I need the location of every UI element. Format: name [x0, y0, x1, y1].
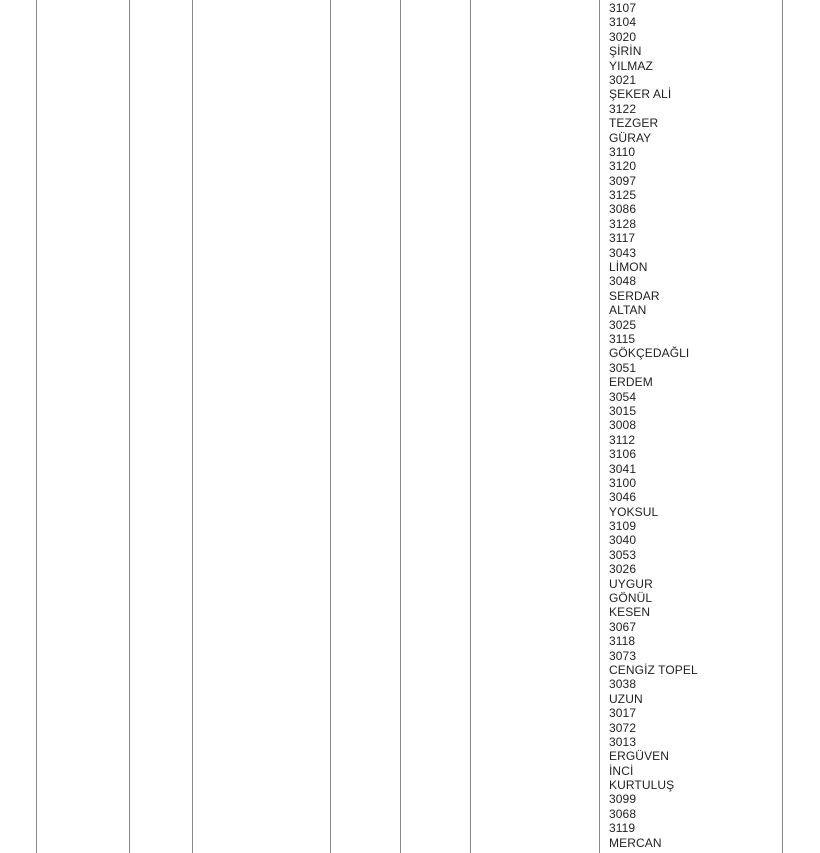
list-item: 3051 — [609, 360, 637, 375]
list-item: 3119 — [609, 821, 636, 836]
list-item: 3110 — [609, 144, 636, 159]
table-cell-col-4 — [331, 0, 400, 853]
list-item: 3017 — [609, 706, 637, 721]
list-item: 3021 — [609, 72, 637, 87]
column-divider — [400, 0, 401, 853]
list-item: 3100 — [609, 475, 637, 490]
list-item: MERCAN — [609, 835, 662, 850]
list-item: 3086 — [609, 202, 637, 217]
list-item: GÖNÜL — [609, 591, 653, 606]
list-item: 3048 — [609, 274, 637, 289]
table-cell-col-1 — [37, 0, 129, 853]
list-item: 3046 — [609, 490, 637, 505]
list-item: CENGİZ TOPEL — [609, 662, 698, 677]
list-item: 3067 — [609, 619, 637, 634]
list-item: 3068 — [609, 806, 637, 821]
list-item: YILMAZ — [609, 58, 653, 73]
list-item: 3107 — [609, 1, 637, 15]
list-item: ALTAN — [609, 303, 647, 318]
list-item: 3106 — [609, 447, 637, 462]
list-item: 3043 — [609, 245, 637, 260]
list-item: UZUN — [609, 691, 643, 706]
list-item: 3025 — [609, 317, 637, 332]
list-item: 3099 — [609, 792, 637, 807]
list-item: 3073 — [609, 648, 637, 663]
list-item: 3053 — [609, 547, 637, 562]
list-item: ERDEM — [609, 375, 653, 390]
list-item: TEZGER — [609, 116, 659, 131]
column-divider — [470, 0, 471, 853]
list-item: 3120 — [609, 159, 637, 174]
list-item: ŞİRİN — [609, 44, 642, 59]
list-item: 3020 — [609, 29, 637, 44]
list-item: 3038 — [609, 677, 637, 692]
list-item: 3117 — [609, 231, 636, 246]
list-item: SERDAR — [609, 288, 660, 303]
table-cell-col-5 — [401, 0, 470, 853]
entries-list — [609, 1, 698, 850]
list-item: 3015 — [609, 403, 637, 418]
list-item: 3072 — [609, 720, 637, 735]
list-item: ŞEKER ALİ — [609, 87, 672, 102]
column-divider — [192, 0, 193, 853]
list-item: 3122 — [609, 101, 637, 116]
column-divider — [330, 0, 331, 853]
list-item: 3125 — [609, 188, 637, 203]
list-item: 3097 — [609, 173, 637, 188]
list-item: 3112 — [609, 432, 636, 447]
list-item: KESEN — [609, 605, 651, 620]
list-item: LİMON — [609, 260, 648, 275]
list-item: İNCİ — [609, 763, 634, 778]
list-item: 3008 — [609, 418, 637, 433]
list-item: 3041 — [609, 461, 637, 476]
column-divider — [599, 0, 600, 853]
list-item: 3040 — [609, 533, 637, 548]
list-item: 3054 — [609, 389, 637, 404]
list-item: 3115 — [609, 331, 636, 346]
table-cell-col-2 — [130, 0, 192, 853]
list-item: 3109 — [609, 519, 637, 534]
list-item: GÜRAY — [609, 130, 652, 145]
list-item: 3026 — [609, 562, 637, 577]
list-item: 3128 — [609, 216, 637, 231]
column-divider — [36, 0, 37, 853]
list-item: UYGUR — [609, 576, 653, 591]
list-item: 3104 — [609, 15, 637, 30]
table-cell-col-3 — [193, 0, 330, 853]
column-divider — [782, 0, 783, 853]
list-item: YOKSUL — [609, 504, 659, 519]
table-cell-col-6 — [471, 0, 599, 853]
list-item: KURTULUŞ — [609, 778, 675, 793]
list-item: GÖKÇEDAĞLI — [609, 346, 690, 361]
list-item: 3118 — [609, 634, 636, 649]
list-item: ERGÜVEN — [609, 749, 670, 764]
column-divider — [129, 0, 130, 853]
list-item: 3013 — [609, 734, 637, 749]
